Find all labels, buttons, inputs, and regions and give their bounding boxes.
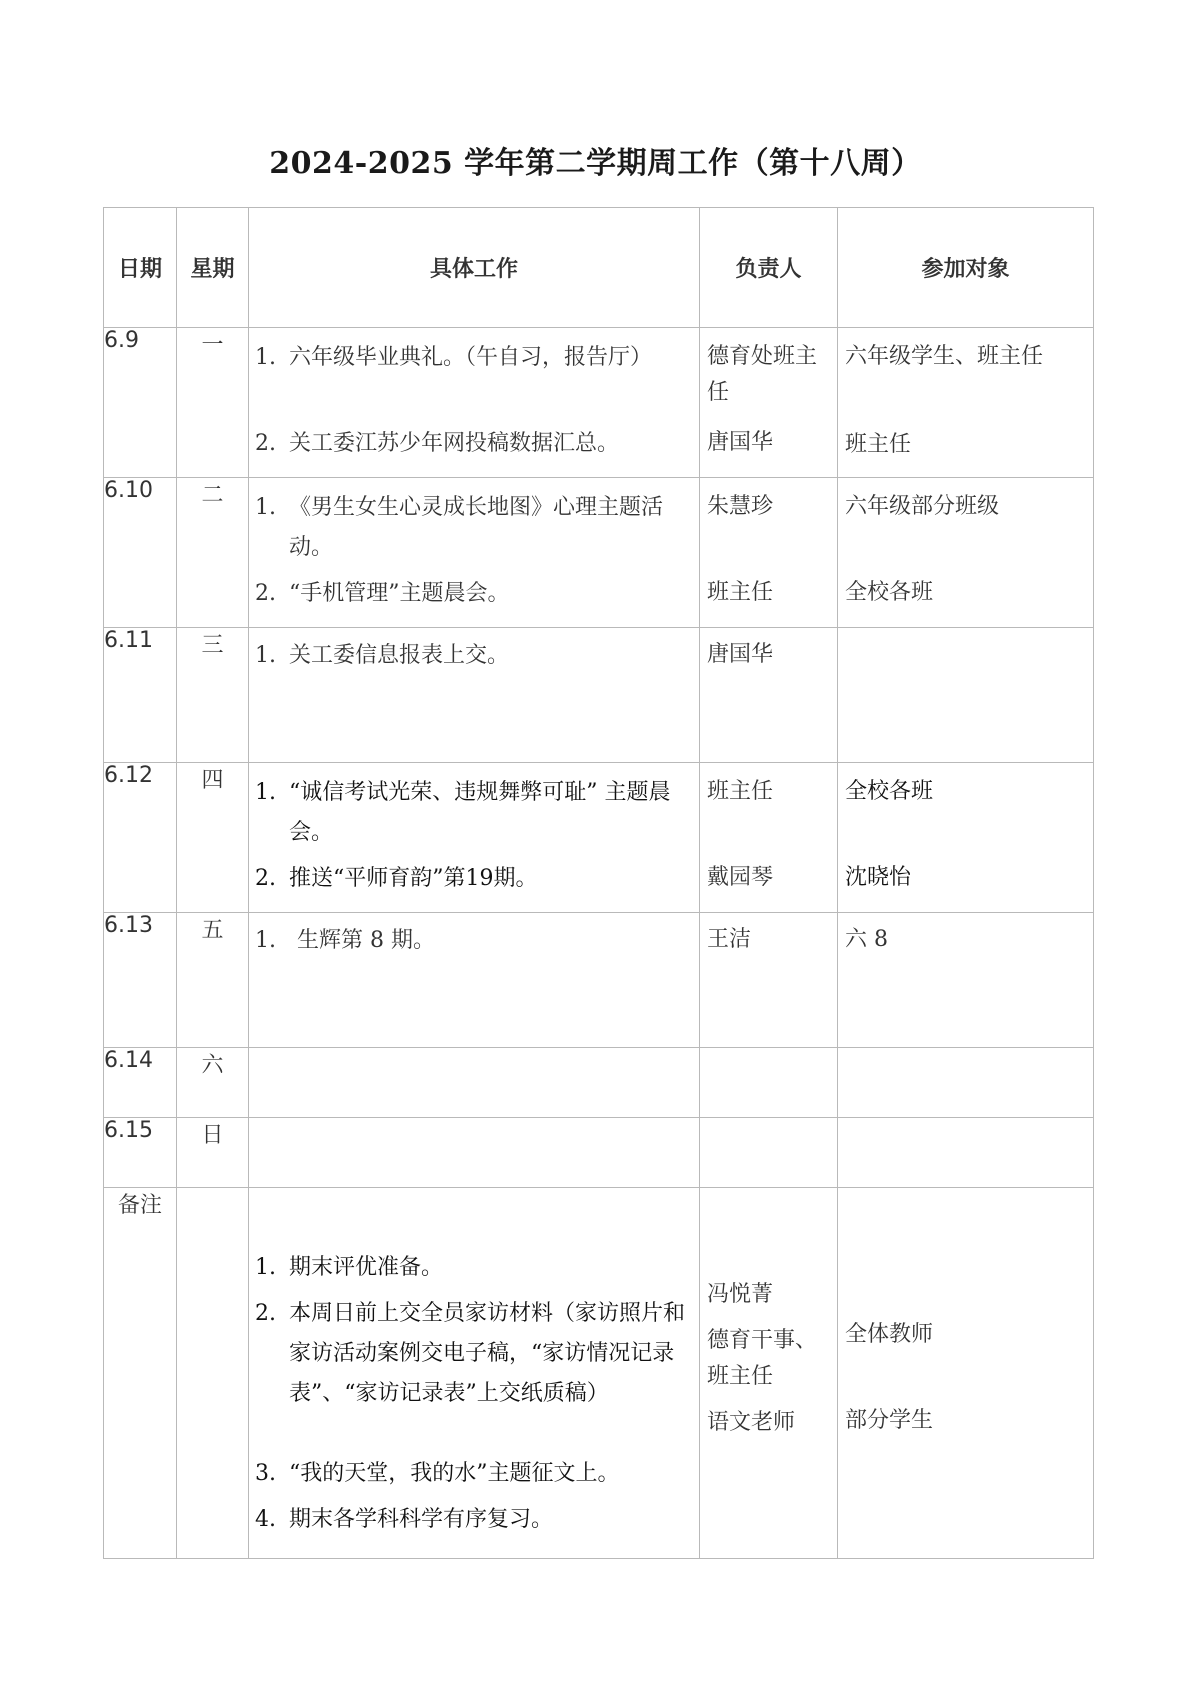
header-row <box>104 208 1094 328</box>
date-cell: 6.15 <box>104 1118 177 1188</box>
date-cell: 6.12 <box>104 763 177 913</box>
header-participants: 参加对象 <box>838 208 1094 328</box>
table-row <box>104 628 1094 763</box>
weekday-cell: 二 <box>177 478 249 628</box>
weekday-cell: 日 <box>177 1118 249 1188</box>
note-number: 3. <box>255 1461 276 1486</box>
header-owner: 负责人 <box>700 208 838 328</box>
participant-text: 全体教师 <box>845 1322 934 1347</box>
owner-cell <box>700 478 838 628</box>
owner-text: 冯悦菁 <box>707 1282 774 1307</box>
participants-cell <box>838 328 1094 478</box>
work-cell <box>249 1048 700 1118</box>
participant-text: 六年级学生、班主任 <box>845 344 1044 369</box>
table-row <box>104 328 1094 478</box>
date-cell: 6.14 <box>104 1048 177 1118</box>
participants-cell <box>838 1118 1094 1188</box>
owner-text: 语文老师 <box>707 1410 796 1435</box>
work-cell <box>249 763 700 913</box>
weekday-cell: 六 <box>177 1048 249 1118</box>
participants-cell <box>838 1048 1094 1118</box>
task-text: 推送“平师育韵”第19期。 <box>289 866 538 891</box>
task-number: 1. <box>255 345 276 370</box>
owner-text: 班主任 <box>707 580 774 605</box>
date-cell: 6.11 <box>104 628 177 763</box>
owner-text: 唐国华 <box>707 430 774 455</box>
participants-cell <box>838 478 1094 628</box>
note-text: “我的天堂，我的水”主题征文上。 <box>289 1461 620 1486</box>
task-text: 六年级毕业典礼。（午自习，报告厅） <box>289 345 653 370</box>
owner-cell <box>700 628 838 763</box>
owner-cell <box>700 763 838 913</box>
participant-text: 全校各班 <box>845 580 934 605</box>
work-cell <box>249 628 700 763</box>
work-cell <box>249 328 700 478</box>
notes-owner-cell <box>700 1188 838 1559</box>
participants-cell <box>838 763 1094 913</box>
owner-text: 朱慧珍 <box>707 494 774 519</box>
task-number: 2. <box>255 866 276 891</box>
task-text: 关工委江苏少年网投稿数据汇总。 <box>289 431 620 456</box>
participant-text: 班主任 <box>845 432 912 457</box>
page-title: 2024-2025 学年第二学期周工作（第十八周） <box>269 146 922 181</box>
header-date: 日期 <box>104 208 177 328</box>
weekly-schedule-table <box>103 207 1094 1559</box>
task-number: 2. <box>255 431 276 456</box>
notes-row <box>104 1188 1094 1559</box>
table-row <box>104 1048 1094 1118</box>
owner-text: 班主任 <box>707 779 774 804</box>
table-row <box>104 913 1094 1048</box>
owner-text: 唐国华 <box>707 642 774 667</box>
work-cell <box>249 913 700 1048</box>
task-number: 2. <box>255 581 276 606</box>
task-text: “手机管理”主题晨会。 <box>289 581 510 606</box>
owner-text: 任 <box>707 380 730 405</box>
notes-weekday-cell <box>177 1188 249 1559</box>
task-text: “诚信考试光荣、违规舞弊可耻” 主题晨会。 <box>289 780 671 845</box>
participant-text: 全校各班 <box>845 779 934 804</box>
participant-text: 沈晓怡 <box>845 865 912 890</box>
weekday-cell: 四 <box>177 763 249 913</box>
task-number: 1. <box>255 928 276 953</box>
notes-label: 备注 <box>104 1188 177 1559</box>
task-number: 1. <box>255 780 276 805</box>
table-row <box>104 1118 1094 1188</box>
participant-text: 部分学生 <box>845 1408 934 1433</box>
task-text: 生辉第 8 期。 <box>297 928 435 953</box>
work-cell <box>249 1118 700 1188</box>
task-text: 《男生女生心灵成长地图》心理主题活动。 <box>289 495 664 560</box>
owner-cell <box>700 1118 838 1188</box>
note-number: 2. <box>255 1301 276 1326</box>
note-text: 期末评优准备。 <box>289 1255 444 1280</box>
header-weekday: 星期 <box>177 208 249 328</box>
owner-text: 德育干事、 <box>707 1328 818 1353</box>
notes-participants-cell <box>838 1188 1094 1559</box>
notes-work-cell <box>249 1188 700 1559</box>
weekday-cell: 三 <box>177 628 249 763</box>
date-cell: 6.10 <box>104 478 177 628</box>
participant-text: 六 8 <box>845 927 888 952</box>
task-text: 关工委信息报表上交。 <box>289 643 510 668</box>
table-row <box>104 763 1094 913</box>
work-cell <box>249 478 700 628</box>
date-cell: 6.9 <box>104 328 177 478</box>
participants-cell <box>838 628 1094 763</box>
weekday-cell: 一 <box>177 328 249 478</box>
owner-cell <box>700 1048 838 1118</box>
note-number: 4. <box>255 1507 276 1532</box>
participants-cell <box>838 913 1094 1048</box>
owner-text: 王洁 <box>707 927 752 952</box>
weekday-cell: 五 <box>177 913 249 1048</box>
note-text: 本周日前上交全员家访材料（家访照片和家访活动案例交电子稿，“家访情况记录表”、“家访记录表”上交纸质稿） <box>289 1301 686 1406</box>
date-cell: 6.13 <box>104 913 177 1048</box>
owner-text: 德育处班主 <box>707 344 818 369</box>
table-row <box>104 478 1094 628</box>
owner-text: 戴园琴 <box>707 865 774 890</box>
note-number: 1. <box>255 1255 276 1280</box>
owner-cell <box>700 913 838 1048</box>
task-number: 1. <box>255 495 276 520</box>
participant-text: 六年级部分班级 <box>845 494 1000 519</box>
task-number: 1. <box>255 643 276 668</box>
header-work: 具体工作 <box>249 208 700 328</box>
owner-cell <box>700 328 838 478</box>
note-text: 期末各学科科学有序复习。 <box>289 1507 554 1532</box>
owner-text: 班主任 <box>707 1364 774 1389</box>
